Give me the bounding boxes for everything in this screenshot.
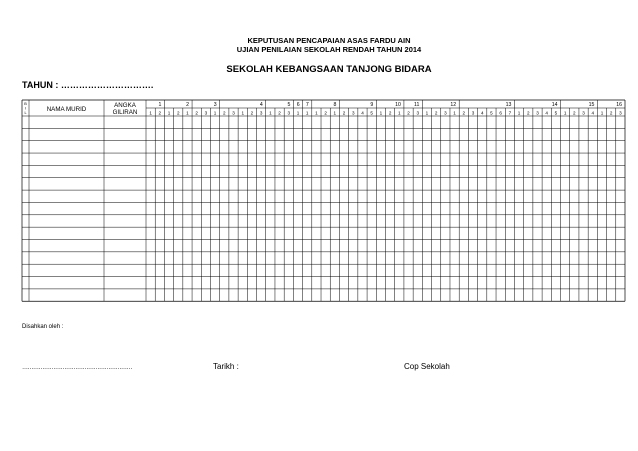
group-label-13: 13 bbox=[505, 102, 512, 108]
sub-col-label: 4 bbox=[361, 110, 364, 116]
sub-col-label: 1 bbox=[425, 110, 429, 116]
sub-col-label: 3 bbox=[619, 110, 622, 116]
sub-col-label: 1 bbox=[600, 110, 604, 116]
sub-col-label: 2 bbox=[176, 110, 180, 116]
sub-col-label: 1 bbox=[213, 110, 217, 116]
bil-letter: B bbox=[24, 102, 27, 106]
sub-col-label: 1 bbox=[379, 110, 383, 116]
sub-col-label: 3 bbox=[259, 110, 263, 116]
sub-col-label: 1 bbox=[167, 110, 171, 116]
sub-col-label: 2 bbox=[434, 110, 438, 116]
signature-line: …………………………………………………… bbox=[22, 365, 132, 371]
sub-col-label: 2 bbox=[388, 110, 392, 116]
group-label-16: 16 bbox=[616, 102, 622, 108]
group-label-2: 2 bbox=[186, 102, 190, 108]
sub-col-label: 2 bbox=[407, 110, 410, 116]
group-label-15: 15 bbox=[588, 102, 595, 108]
sub-col-label: 2 bbox=[573, 110, 576, 116]
group-label-3: 3 bbox=[213, 102, 217, 108]
tahun-label: TAHUN : …………………………. bbox=[22, 80, 154, 90]
sub-col-label: 1 bbox=[315, 110, 318, 116]
group-label-5: 5 bbox=[287, 102, 291, 108]
sub-col-label: 3 bbox=[471, 110, 475, 116]
sub-col-label: 1 bbox=[398, 110, 401, 116]
sub-col-label: 3 bbox=[232, 110, 235, 116]
group-label-1: 1 bbox=[158, 102, 162, 108]
sub-col-label: 1 bbox=[269, 110, 272, 116]
sub-col-label: 2 bbox=[195, 110, 198, 116]
group-label-8: 8 bbox=[333, 102, 337, 108]
sub-col-label: 6 bbox=[499, 110, 502, 116]
school-name: SEKOLAH KEBANGSAAN TANJONG BIDARA bbox=[226, 64, 432, 75]
sub-col-label: 2 bbox=[342, 110, 346, 116]
sub-col-label: 5 bbox=[370, 110, 373, 116]
report-subtitle: UJIAN PENILAIAN SEKOLAH RENDAH TAHUN 2014 bbox=[236, 45, 422, 54]
sub-col-label: 1 bbox=[186, 110, 189, 116]
sub-col-label: 3 bbox=[536, 110, 539, 116]
sub-col-label: 5 bbox=[554, 110, 558, 116]
sub-col-label: 1 bbox=[333, 110, 337, 116]
group-label-9: 9 bbox=[370, 102, 374, 108]
sub-col-label: 4 bbox=[591, 110, 595, 116]
sub-col-label: 7 bbox=[508, 110, 512, 116]
angka-header: ANGKA bbox=[114, 102, 136, 109]
sub-col-label: 2 bbox=[324, 110, 327, 116]
sub-col-label: 1 bbox=[517, 110, 521, 116]
nama-murid-header: NAMA MURID bbox=[46, 106, 87, 113]
disahkan-label: Disahkan oleh : bbox=[22, 324, 64, 330]
report-title: KEPUTUSAN PENCAPAIAN ASAS FARDU AIN bbox=[247, 36, 411, 45]
sub-col-label: 2 bbox=[609, 110, 613, 116]
sub-col-label: 3 bbox=[444, 110, 447, 116]
tarikh-label: Tarikh : bbox=[213, 362, 239, 371]
group-label-14: 14 bbox=[551, 102, 558, 108]
group-label-6: 6 bbox=[296, 102, 300, 108]
sub-col-label: 2 bbox=[158, 110, 162, 116]
sub-col-label: 3 bbox=[204, 110, 208, 116]
group-label-10: 10 bbox=[395, 102, 401, 108]
group-label-12: 12 bbox=[450, 102, 457, 108]
bil-letter: I bbox=[24, 106, 27, 111]
sub-col-label: 1 bbox=[563, 110, 567, 116]
sub-col-label: 1 bbox=[296, 110, 300, 116]
sub-col-label: 1 bbox=[305, 110, 309, 116]
sub-col-label: 4 bbox=[480, 110, 484, 116]
bil-letter: L bbox=[24, 111, 27, 115]
sub-col-label: 1 bbox=[453, 110, 456, 116]
sub-col-label: 3 bbox=[582, 110, 585, 116]
sub-col-label: 4 bbox=[545, 110, 548, 116]
sub-col-label: 2 bbox=[250, 110, 254, 116]
sub-col-label: 3 bbox=[351, 110, 355, 116]
sub-col-label: 3 bbox=[416, 110, 420, 116]
sub-col-label: 2 bbox=[223, 110, 226, 116]
sub-col-label: 1 bbox=[149, 110, 152, 116]
sub-col-label: 2 bbox=[462, 110, 466, 116]
group-label-7: 7 bbox=[305, 102, 309, 108]
sub-col-label: 2 bbox=[278, 110, 281, 116]
giliran-header: GILIRAN bbox=[112, 109, 138, 116]
group-label-11: 11 bbox=[413, 102, 420, 108]
group-label-4: 4 bbox=[259, 102, 263, 108]
sub-col-label: 1 bbox=[241, 110, 245, 116]
sub-col-label: 5 bbox=[490, 110, 493, 116]
cop-sekolah-label: Cop Sekolah bbox=[404, 362, 450, 371]
sub-col-label: 3 bbox=[287, 110, 291, 116]
sub-col-label: 2 bbox=[526, 110, 530, 116]
